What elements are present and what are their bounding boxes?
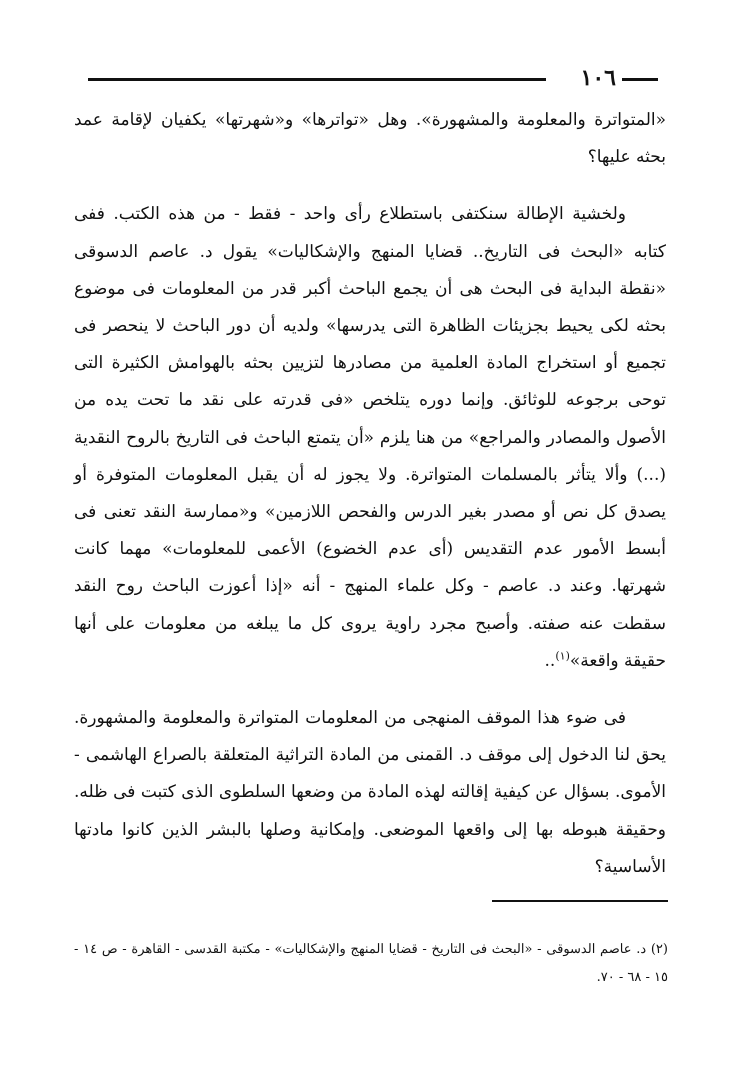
footnote-text: (٢) د. عاصم الدسوقى - «البحث فى التاريخ - قضايا المنهج والإشكاليات» - مكتبة القدسى - القاهرة - ص ١٤ - ١٥ - ٦٨ - ٧٠. <box>74 942 668 985</box>
paragraph-tail: .. <box>544 650 556 671</box>
paragraph: «المتواترة والمعلومة والمشهورة». وهل «تواترها» و«شهرتها» يكفيان لإقامة عمد بحثه عليها؟ <box>74 110 666 168</box>
page-header <box>88 64 658 92</box>
header-rule <box>88 78 546 81</box>
paragraph-text: ولخشية الإطالة سنكتفى باستطلاع رأى واحد - فقط - من هذه الكتب. ففى كتابه «البحث فى التاريخ.. قضايا المنهج والإشكاليات» يقول د. عاصم الدسوقى «نقطة البداية فى البحث هى أن يجمع الباحث أكبر قدر من المعلومات فى موضوع بحثه لكى يحيط بجزيئات الظاهرة التى يدرسها» ولديه أن دور الباحث لا ينحصر فى تجميع أو استخراج المادة العلمية من مصادرها لتزيين بحثه بالهوامش الكثيرة التى توحى برجوعه للوثائق. وإنما دوره يتلخص «فى قدرته على نقد ما تحت يده من الأصول والمصادر والمراجع» من هنا يلزم «أن يتمتع الباحث فى التاريخ بالروح النقدية (...) وألا يتأثر بالمسلمات المتواترة. ولا يجوز له أن يقبل المعلومات المتوفرة أو يصدق كل نص أو مصدر بغير الدرس والفحص اللازمين» و«ممارسة النقد تعنى فى أبسط الأمور عدم التقديس (أى عدم الخضوع) الأعمى للمعلومات» مهما كانت شهرتها. وعند د. عاصم - وكل علماء المنهج - أنه «إذا أعوزت الباحث روح النقد سقطت عنه صفته. وأصبح مجرد راوية يروى كل ما يبلغه من معلومات على أنها حقيقة واقعة» <box>74 204 666 671</box>
page-number: ١٠٦ <box>580 65 616 91</box>
header-dash <box>622 78 658 81</box>
body-text <box>74 102 666 886</box>
footnote-reference: (١) <box>555 649 570 663</box>
paragraph-quote <box>74 196 666 680</box>
footnote-separator <box>492 900 668 902</box>
paragraph: فى ضوء هذا الموقف المنهجى من المعلومات المتواترة والمعلومة والمشهورة. يحق لنا الدخول إلى موقف د. القمنى من المادة التراثية المتعلقة بالصراع الهاشمى - الأموى. بسؤال عن كيفية إقالته لهذه المادة من وضعها السلطوى الذى كتبت فى ظله. وحقيقة هبوطه بها إلى واقعها الموضعى. وإمكانية وصلها بالبشر الذين كانوا مادتها الأساسية؟ <box>74 708 667 877</box>
footnote <box>74 936 668 992</box>
